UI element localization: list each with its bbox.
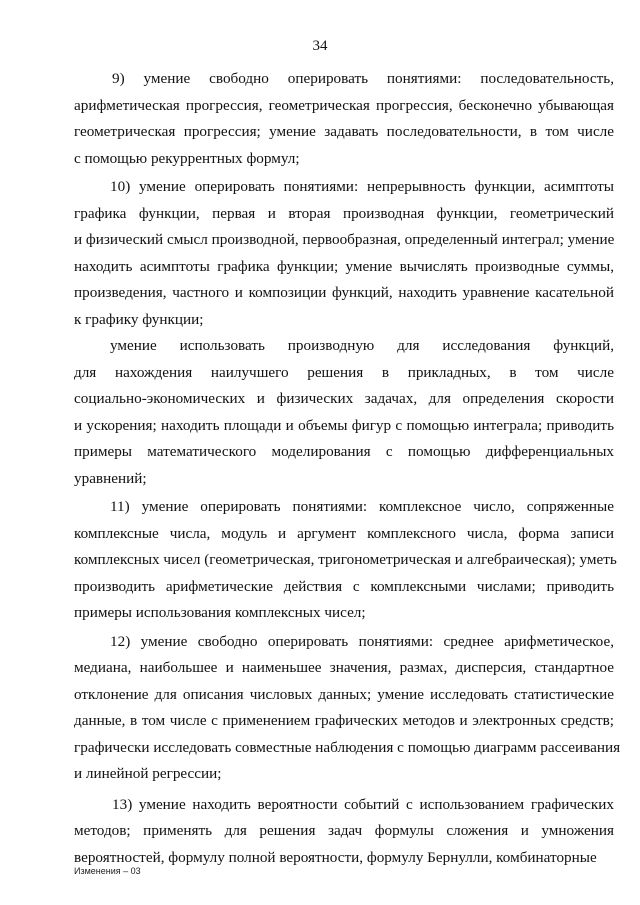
text-line: умение использовать производную для исследования функций, xyxy=(110,337,614,354)
text-line: для нахождения наилучшего решения в прикладных, в том числе xyxy=(74,363,614,381)
text-line: примеры математического моделирования с помощью дифференциальных xyxy=(74,443,614,460)
text-line: методов; применять для решения задач формулы сложения и умножения xyxy=(74,822,614,839)
footer-revision: Изменения – 03 xyxy=(74,866,141,876)
text-line: 12) умение свободно оперировать понятиями: среднее арифметическое, xyxy=(110,632,614,650)
text-line: находить асимптоты графика функции; умение вычислять производные суммы, xyxy=(74,257,614,275)
text-line: примеры использования комплексных чисел; xyxy=(74,604,366,621)
text-line: 10) умение оперировать понятиями: непрерывность функции, асимптоты xyxy=(110,178,614,195)
text-line: данные, в том числе с применением графических методов и электронных средств; xyxy=(74,712,614,729)
text-line: произведения, частного и композиции функций, находить уравнение касательной xyxy=(74,284,614,301)
document-body xyxy=(74,66,621,871)
text-line: вероятностей, формулу полной вероятности, формулу Бернулли, комбинаторные xyxy=(74,848,597,866)
paragraph-p9 xyxy=(74,66,614,172)
text-line: графически исследовать совместные наблюдения с помощью диаграмм рассеивания xyxy=(74,738,621,756)
text-line: геометрическая прогрессия; умение задавать последовательности, в том числе xyxy=(74,123,614,140)
text-line: медиана, наибольшее и наименьшее значения, размах, дисперсия, стандартное xyxy=(74,659,614,676)
text-line: графика функции, первая и вторая производная функции, геометрический xyxy=(74,204,614,222)
text-line: социально-экономических и физических задачах, для определения скорости xyxy=(74,390,614,407)
text-line: и линейной регрессии; xyxy=(74,765,222,782)
text-line: к графику функции; xyxy=(74,310,204,328)
paragraph-p10 xyxy=(74,174,614,333)
page-number: 34 xyxy=(312,38,328,54)
text-line: и физический смысл производной, первообразная, определенный интеграл; умение xyxy=(74,231,615,248)
paragraph-p12 xyxy=(74,629,621,788)
text-line: производить арифметические действия с комплексными числами; приводить xyxy=(74,577,614,595)
text-line: 13) умение находить вероятности событий с использованием графических xyxy=(112,795,614,813)
text-line: комплексные числа, модуль и аргумент комплексного числа, форма записи xyxy=(74,524,614,542)
text-line: и ускорения; находить площади и объемы фигур с помощью интеграла; приводить xyxy=(74,416,614,434)
text-line: арифметическая прогрессия, геометрическая прогрессия, бесконечно убывающая xyxy=(74,96,614,114)
text-line: 11) умение оперировать понятиями: комплексное число, сопряженные xyxy=(110,498,614,515)
text-line: 9) умение свободно оперировать понятиями: последовательность, xyxy=(112,70,614,87)
paragraph-p10b xyxy=(74,333,614,492)
text-line: отклонение для описания числовых данных; умение исследовать статистические xyxy=(74,685,614,703)
paragraph-p13 xyxy=(74,792,614,872)
text-line: комплексных чисел (геометрическая, тригонометрическая и алгебраическая); уметь xyxy=(74,551,617,568)
paragraph-p11 xyxy=(74,494,617,627)
text-line: с помощью рекуррентных формул; xyxy=(74,149,300,167)
text-line: уравнений; xyxy=(74,469,147,487)
